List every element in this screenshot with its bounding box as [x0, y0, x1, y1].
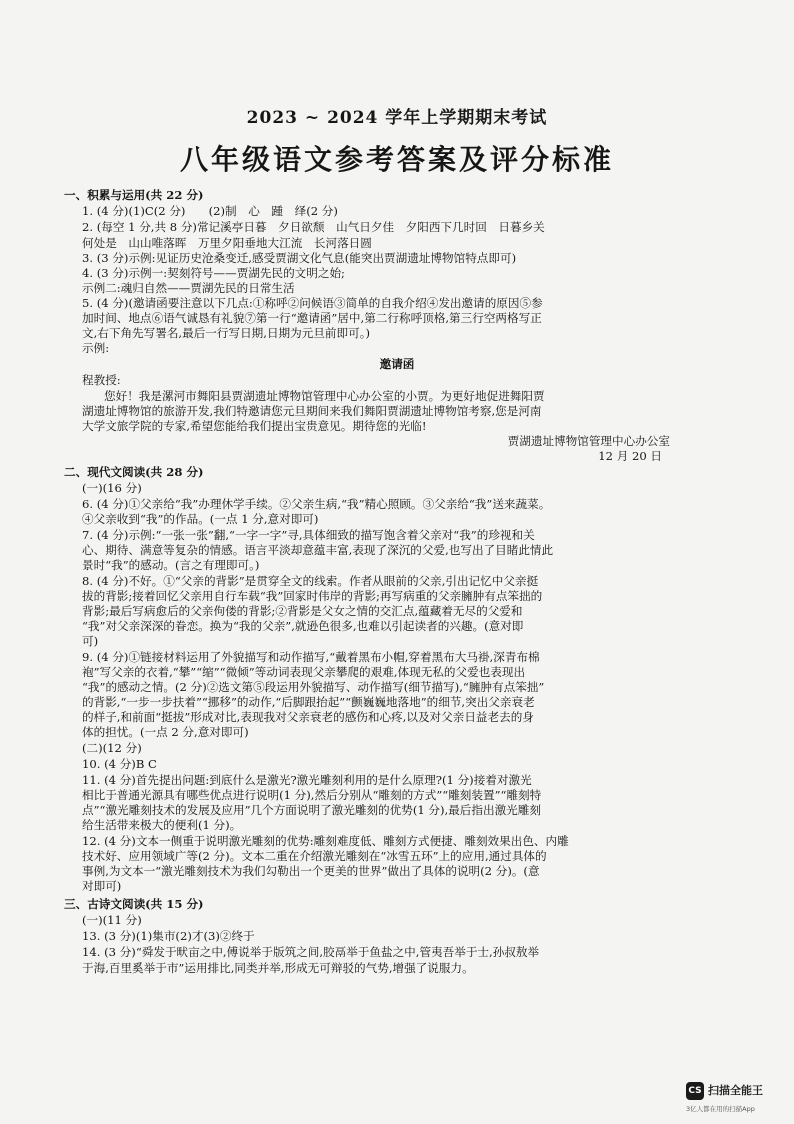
answer-line: 4. (3 分)示例一:契刻符号——贾湖先民的文明之始; [82, 266, 345, 280]
answer-line: 13. (3 分)(1)集市(2)才(3)②终于 [82, 929, 255, 943]
answer-line: 可) [82, 634, 99, 648]
invitation-date: 12 月 20 日 [598, 449, 662, 463]
subsection-heading: (一)(16 分) [82, 481, 142, 495]
answer-line: ④父亲收到“我”的作品。(一点 1 分,意对即可) [82, 512, 319, 526]
answer-line: “我”对父亲深深的眷恋。换为“我的父亲”,就逊色很多,也难以引起读者的兴趣。(意对即 [82, 619, 524, 633]
answer-line: 袍”写父亲的衣着,“攀”“缩”“微倾”等动词表现父亲攀爬的艰难,体现无私的父爱也表现出 [82, 665, 526, 679]
invitation-body: 大学文旅学院的专家,希望您能给我们提出宝贵意见。期待您的光临! [82, 419, 427, 433]
invitation-body: 您好！我是漯河市舞阳县贾湖遗址博物馆管理中心办公室的小贾。为更好地促进舞阳贾 [104, 389, 545, 403]
scanner-watermark [686, 1080, 786, 1116]
answer-line: 对即可) [82, 879, 122, 893]
section-heading-1: 一、积累与运用(共 22 分) [64, 188, 204, 202]
answer-line: 8. (4 分)不好。①“父亲的背影”是贯穿全文的线索。作者从眼前的父亲,引出记忆中父亲挺 [82, 574, 539, 588]
answer-line: 12. (4 分)文本一侧重于说明激光雕刻的优势:雕刻难度低、雕刻方式便捷、雕刻效果出色、内雕 [82, 834, 569, 848]
answer-line: 何处是 山山唯落晖 万里夕阳垂地大江流 长河落日圆 [82, 236, 372, 250]
answer-line: 示例: [82, 341, 110, 355]
answer-line: 11. (4 分)首先提出问题:到底什么是激光?激光雕刻利用的是什么原理?(1 分)接着对激光 [82, 773, 532, 787]
answer-line: 10. (4 分)B C [82, 757, 157, 771]
invitation-body: 湖遗址博物馆的旅游开发,我们特邀请您元旦期间来我们舞阳贾湖遗址博物馆考察,您是河南 [82, 404, 542, 418]
answer-line: “我”的感动之情。(2 分)②选文第⑤段运用外貌描写、动作描写(细节描写),“臃肿有点笨拙” [82, 680, 545, 694]
invitation-heading: 邀请函 [379, 357, 415, 371]
answer-line: 5. (4 分)(邀请函要注意以下几点:①称呼②问候语③简单的自我介绍④发出邀请的原因⑤参 [82, 296, 543, 310]
answer-line: 体的担忧。(一点 2 分,意对即可) [82, 725, 249, 739]
answer-line: 技术好、应用领域广等(2 分)。文本二重在介绍激光雕刻在“冰雪五环”上的应用,通过具体的 [82, 849, 547, 863]
answer-line: 3. (3 分)示例:见证历史沧桑变迁,感受贾湖文化气息(能突出贾湖遗址博物馆特点即可) [82, 251, 517, 265]
answer-line: 14. (3 分)“舜发于畎亩之中,傅说举于版筑之间,胶鬲举于鱼盐之中,管夷吾举于士,孙叔敖举 [82, 945, 540, 959]
answer-key-title: 八年级语文参考答案及评分标准 [179, 143, 614, 176]
answer-line: 相比于普通光源具有哪些优点进行说明(1 分),然后分别从“雕刻的方式”“雕刻装置”“雕刻特 [82, 788, 542, 802]
answer-line: 2. (每空 1 分,共 8 分)常记溪亭日暮 夕日欲颓 山气日夕佳 夕阳西下几时回 日暮乡关 [82, 220, 545, 234]
watermark-name: 扫描全能王 [708, 1084, 763, 1097]
answer-line: 6. (4 分)①父亲给“我”办理休学手续。②父亲生病,“我”精心照顾。③父亲给“我”送来蔬菜。 [82, 497, 551, 511]
section-heading-3: 三、古诗文阅读(共 15 分) [64, 897, 204, 911]
exam-title: 2023 ~ 2024 学年上学期期末考试 [246, 108, 548, 128]
answer-line: 9. (4 分)①链接材料运用了外貌描写和动作描写,“戴着黑布小帽,穿着黑布大马褂,深青布棉 [82, 650, 540, 664]
answer-line: 1. (4 分)(1)C(2 分) (2)制 心 踵 绎(2 分) [82, 204, 338, 218]
answer-line: 7. (4 分)示例:“一张一张”翻,“一字一字”寻,具体细致的描写饱含着父亲对“我”的珍视和关 [82, 528, 535, 542]
camscanner-logo: CS [686, 1082, 704, 1100]
subsection-heading: (一)(11 分) [82, 913, 142, 927]
answer-line: 心、期待、满意等复杂的情感。语言平淡却意蕴丰富,表现了深沉的父爱,也写出了目睹此情此 [82, 543, 554, 557]
answer-line: 文,右下角先写署名,最后一行写日期,日期为元旦前即可。) [82, 326, 371, 340]
answer-line: 加时间、地点⑥语气诚恳有礼貌⑦第一行“邀请函”居中,第二行称呼顶格,第三行空两格写正 [82, 311, 542, 325]
answer-line: 于海,百里奚举于市”运用排比,同类并举,形成无可辩驳的气势,增强了说服力。 [82, 961, 474, 975]
subsection-heading: (二)(12 分) [82, 741, 142, 755]
answer-line: 的背影,“一步一步扶着”“挪移”的动作,“后脚跟抬起”“颤巍巍地落地”的细节,突出父亲衰老 [82, 695, 535, 709]
answer-line: 背影;最后写病愈后的父亲佝偻的背影;②背影是父女之情的交汇点,蕴藏着无尽的父爱和 [82, 604, 523, 618]
watermark-tagline: 3亿人都在用的扫描App [686, 1105, 755, 1113]
answer-line: 示例二:魂归自然——贾湖先民的日常生活 [82, 281, 295, 295]
section-heading-2: 二、现代文阅读(共 28 分) [64, 465, 204, 479]
invitation-signature: 贾湖遗址博物馆管理中心办公室 [507, 434, 670, 448]
invitation-salutation: 程教授: [82, 373, 121, 387]
answer-line: 的样子,和前面“挺拔”形成对比,表现我对父亲衰老的感伤和心疼,以及对父亲日益老去的身 [82, 710, 534, 724]
answer-line: 事例,为文本一“激光雕刻技术为我们勾勒出一个更美的世界”做出了具体的说明(2 分)。(意 [82, 864, 540, 878]
answer-line: 点”“激光雕刻技术的发展及应用”几个方面说明了激光雕刻的优势(1 分),最后指出激光雕刻 [82, 803, 541, 817]
answer-line: 拔的背影;接着回忆父亲用自行车载“我”回家时伟岸的背影;再写病重的父亲臃肿有点笨拙的 [82, 589, 543, 603]
answer-line: 景时“我”的感动。(言之有理即可。) [82, 558, 260, 572]
answer-line: 给生活带来极大的便利(1 分)。 [82, 818, 242, 832]
